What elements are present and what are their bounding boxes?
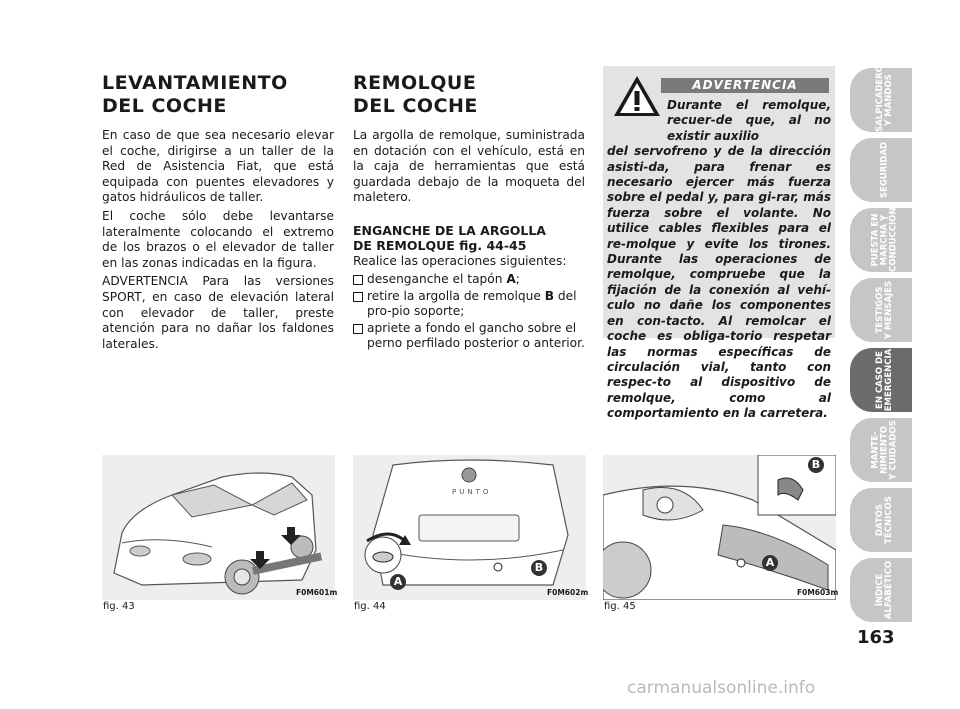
- list-item: [353, 289, 585, 319]
- subtitle-line: DE REMOLQUE: [353, 237, 455, 253]
- tab-label: TESTIGOS Y MENSAJES: [875, 280, 894, 340]
- checkbox-bullet-icon: [353, 275, 363, 285]
- figure-code: F0M601m: [296, 588, 338, 597]
- figure-43: [102, 455, 338, 600]
- tab-label: ÍNDICE ALFABÉTICO: [875, 560, 894, 620]
- list-item: [353, 272, 585, 287]
- title-line: DEL COCHE: [102, 95, 227, 117]
- subtitle-line: ENGANCHE DE LA ARGOLLA: [353, 222, 546, 238]
- paragraph: ADVERTENCIA Para las versiones SPORT, en caso de elevación lateral con elevador de taller, preste atención para no dañar los faldones laterales.: [102, 274, 334, 351]
- subsection-title: [353, 223, 585, 253]
- figure-caption: fig. 45: [604, 601, 636, 612]
- tab-label: EN CASO DE EMERGENCIA: [875, 348, 894, 412]
- step-text: ;: [515, 271, 520, 286]
- steps-intro: Realice las operaciones siguientes:: [353, 253, 567, 268]
- tab-label: DATOS TÉCNICOS: [875, 496, 894, 544]
- tab-testigos[interactable]: [850, 278, 920, 342]
- tab-label: MANTE- NIMIENTO Y CUIDADOS: [870, 420, 899, 480]
- step-text: desenganche el tapón: [367, 271, 507, 286]
- marker-a: [762, 555, 778, 571]
- brand-text: PUNTO: [452, 488, 492, 496]
- watermark: carmanualsonline.info: [627, 678, 816, 698]
- tab-puesta-en-marcha[interactable]: [850, 208, 920, 272]
- title-line: REMOLQUE: [353, 72, 477, 94]
- list-item: [353, 321, 585, 351]
- car-lifting-illustration: [102, 455, 338, 600]
- warning-box: [603, 66, 835, 421]
- checkbox-bullet-icon: [353, 292, 363, 302]
- marker-letter: A: [393, 575, 403, 588]
- paragraph: La argolla de remolque, suministrada en dotación con el vehículo, está en la caja de herramientas que está guardada debajo de la moqueta del maletero.: [353, 128, 585, 205]
- warning-body: del servofreno y de la dirección asisti-da, para frenar es necesario ejercer más fuerza sobre el pedal y, para gi-rar, más fuerza sobre el volante. No utilice cables flexibles para el re-molque y evite los tirones. Durante las operaciones de remolque, compruebe que la fijación de la conexión al vehí-culo no dañe los componentes en con-tacto. Al remolcar el coche es obliga-torio respetar las normas específicas de circulación vial, tanto con respec-to al dispositivo de remolque, como al comportamiento en la carretera.: [607, 144, 831, 421]
- tab-indice[interactable]: [850, 558, 920, 622]
- marker-b: [808, 457, 824, 473]
- section-levantamiento: [102, 72, 334, 352]
- tab-datos-tecnicos[interactable]: [850, 488, 920, 552]
- tab-emergencia[interactable]: [850, 348, 920, 412]
- figure-caption: fig. 44: [354, 601, 386, 612]
- steps-list: [353, 272, 585, 352]
- step-letter: A: [506, 271, 516, 286]
- section-title: [353, 72, 585, 118]
- section-remolque: [353, 72, 585, 354]
- tab-label: SEGURIDAD: [879, 141, 890, 199]
- tab-label: PUESTA EN MARCHA Y CONDUCCIÓN: [870, 207, 899, 272]
- paragraph: El coche sólo debe levantarse lateralmente colocando el extremo de los brazos o el elevador de taller en las zonas indicadas en la figura.: [102, 208, 334, 270]
- figure-reference: fig. 44-45: [459, 237, 527, 253]
- tab-seguridad[interactable]: [850, 138, 920, 202]
- checkbox-bullet-icon: [353, 324, 363, 334]
- marker-a: [390, 574, 406, 590]
- figure-44: [353, 455, 589, 600]
- tab-label: SALPICADERO Y MANDOS: [875, 65, 894, 132]
- marker-b: [531, 560, 547, 576]
- step-text: retire la argolla de remolque: [367, 288, 545, 303]
- warning-text: [607, 98, 831, 422]
- front-towing-illustration: [603, 455, 839, 600]
- paragraph: En caso de que sea necesario elevar el coche, dirigirse a un taller de la Red de Asistencia Fiat, que está equipada con puentes elevadores y gatos hidráulicos de taller.: [102, 128, 334, 205]
- figure-45: [603, 455, 839, 600]
- figure-caption: fig. 43: [103, 601, 135, 612]
- step-text: apriete a fondo el gancho sobre el perno perfilado posterior o anterior.: [367, 321, 585, 351]
- brand-lettering: [452, 488, 491, 496]
- marker-letter: B: [811, 458, 821, 471]
- section-title: [102, 72, 334, 118]
- rear-towing-illustration: [353, 455, 589, 600]
- title-line: DEL COCHE: [353, 95, 478, 117]
- tab-salpicadero[interactable]: [850, 65, 920, 132]
- figure-code: F0M603m: [797, 588, 839, 597]
- warning-badge: ADVERTENCIA: [661, 78, 829, 93]
- title-line: LEVANTAMIENTO: [102, 72, 288, 94]
- marker-letter: B: [534, 561, 544, 574]
- warning-lead: Durante el remolque, recuer-de que, al no existir auxilio: [667, 98, 831, 143]
- step-text: del pro-pio soporte;: [367, 288, 577, 318]
- tab-mantenimiento[interactable]: [850, 418, 920, 482]
- page-number: 163: [857, 627, 895, 648]
- step-letter: B: [544, 288, 555, 303]
- figure-code: F0M602m: [547, 588, 589, 597]
- marker-letter: A: [765, 556, 775, 569]
